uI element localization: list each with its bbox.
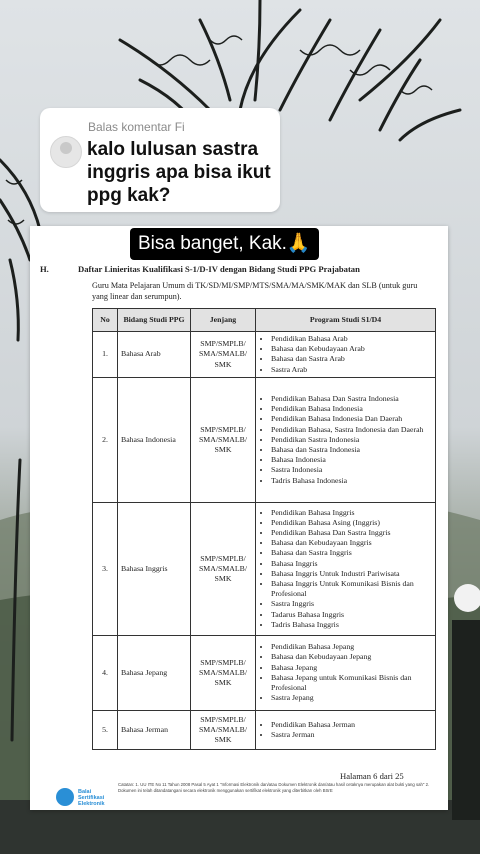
program-item: • Pendidikan Bahasa, Sastra Indonesia dan Daerah <box>271 425 432 435</box>
program-item: • Pendidikan Sastra Indonesia <box>271 435 432 445</box>
program-item: • Sastra Jerman <box>271 730 432 740</box>
row-field: Bahasa Inggris <box>118 502 191 635</box>
column-header-no: No <box>93 309 118 332</box>
program-item: • Bahasa Jepang untuk Komunikasi Bisnis dan Profesional <box>271 673 432 693</box>
row-field: Bahasa Jerman <box>118 710 191 749</box>
row-programs <box>256 332 436 378</box>
program-item: • Pendidikan Bahasa Jerman <box>271 720 432 730</box>
document-page <box>30 226 448 810</box>
row-field: Bahasa Arab <box>118 332 191 378</box>
table-row <box>93 502 436 635</box>
program-item: • Sastra Indonesia <box>271 465 432 475</box>
section-heading <box>40 264 360 274</box>
program-list <box>259 508 432 630</box>
video-caption: Bisa banget, Kak.🙏 <box>130 228 319 260</box>
program-list <box>259 334 432 375</box>
program-item: • Bahasa Indonesia <box>271 455 432 465</box>
program-item: • Bahasa dan Sastra Indonesia <box>271 445 432 455</box>
footer-brand: Balai Sertifikasi Elektronik <box>78 789 105 807</box>
table-row <box>93 332 436 378</box>
program-item: • Pendidikan Bahasa Dan Sastra Indonesia <box>271 394 432 404</box>
program-item: • Sastra Arab <box>271 365 432 375</box>
row-level: SMP/SMPLB/ SMA/SMALB/ SMK <box>191 377 256 502</box>
footer-note: Catatan: 1. UU ITE No 11 Tahun 2008 Pasal 5 Ayat 1 "Informasi Elektronik dan/atau Dokumen Elektronik dan/atau hasil cetaknya merupakan alat bukti yang sah" 2. Dokumen ini telah ditandatangani secara elektronik menggunakan sertifikat elektronik yang diterbitkan oleh BSrE <box>118 782 430 793</box>
program-list <box>259 720 432 740</box>
row-number: 3. <box>93 502 118 635</box>
table-header-row <box>93 309 436 332</box>
table-row <box>93 710 436 749</box>
program-item: • Pendidikan Bahasa Arab <box>271 334 432 344</box>
program-item: • Tadris Bahasa Indonesia <box>271 476 432 486</box>
program-item: • Bahasa Jepang <box>271 663 432 673</box>
program-item: • Tadarus Bahasa Inggris <box>271 610 432 620</box>
program-item: • Bahasa Inggris Untuk Komunikasi Bisnis dan Profesional <box>271 579 432 599</box>
program-item: • Bahasa Inggris Untuk Industri Pariwisata <box>271 569 432 579</box>
section-subtitle: Guru Mata Pelajaran Umum di TK/SD/MI/SMP/MTS/SMA/MA/SMK/MAK dan SLB (untuk guru yang linear dan serumpun). <box>92 281 418 301</box>
program-item: • Sastra Inggris <box>271 599 432 609</box>
column-header-field: Bidang Studi PPG <box>118 309 191 332</box>
row-number: 2. <box>93 377 118 502</box>
program-item: • Bahasa dan Sastra Arab <box>271 354 432 364</box>
row-number: 4. <box>93 635 118 710</box>
reply-header: Balas komentar Fi <box>88 120 185 134</box>
section-number: H. <box>40 264 49 274</box>
row-programs <box>256 635 436 710</box>
row-programs <box>256 710 436 749</box>
program-list <box>259 642 432 703</box>
reply-comment-text: kalo lulusan sastra inggris apa bisa ikut ppg kak? <box>87 139 271 206</box>
program-item: • Bahasa Inggris <box>271 559 432 569</box>
row-level: SMP/SMPLB/ SMA/SMALB/ SMK <box>191 502 256 635</box>
row-number: 5. <box>93 710 118 749</box>
program-item: • Pendidikan Bahasa Inggris <box>271 508 432 518</box>
program-item: • Tadris Bahasa Inggris <box>271 620 432 630</box>
row-programs <box>256 502 436 635</box>
row-level: SMP/SMPLB/ SMA/SMALB/ SMK <box>191 635 256 710</box>
bsre-logo-icon <box>56 788 74 806</box>
row-field: Bahasa Jepang <box>118 635 191 710</box>
program-item: • Pendidikan Bahasa Indonesia Dan Daerah <box>271 414 432 424</box>
row-level: SMP/SMPLB/ SMA/SMALB/ SMK <box>191 332 256 378</box>
linearity-table <box>92 308 436 750</box>
commenter-avatar <box>50 136 82 168</box>
program-list <box>259 394 432 486</box>
table-row <box>93 377 436 502</box>
program-item: • Pendidikan Bahasa Dan Sastra Inggris <box>271 528 432 538</box>
column-header-program: Program Studi S1/D4 <box>256 309 436 332</box>
program-item: • Bahasa dan Sastra Inggris <box>271 548 432 558</box>
row-number: 1. <box>93 332 118 378</box>
table-row <box>93 635 436 710</box>
row-level: SMP/SMPLB/ SMA/SMALB/ SMK <box>191 710 256 749</box>
section-title: Daftar Linieritas Kualifikasi S-1/D-IV dengan Bidang Studi PPG Prajabatan <box>78 264 360 274</box>
reply-comment-bubble[interactable] <box>40 108 280 212</box>
page-number: Halaman 6 dari 25 <box>340 771 404 781</box>
program-item: • Bahasa dan Kebudayaan Arab <box>271 344 432 354</box>
program-item: • Pendidikan Bahasa Jepang <box>271 642 432 652</box>
row-programs <box>256 377 436 502</box>
program-item: • Sastra Jepang <box>271 693 432 703</box>
row-field: Bahasa Indonesia <box>118 377 191 502</box>
program-item: • Bahasa dan Kebudayaan Inggris <box>271 538 432 548</box>
column-header-level: Jenjang <box>191 309 256 332</box>
program-item: • Pendidikan Bahasa Indonesia <box>271 404 432 414</box>
program-item: • Pendidikan Bahasa Asing (Inggris) <box>271 518 432 528</box>
program-item: • Bahasa dan Kebudayaan Jepang <box>271 652 432 662</box>
